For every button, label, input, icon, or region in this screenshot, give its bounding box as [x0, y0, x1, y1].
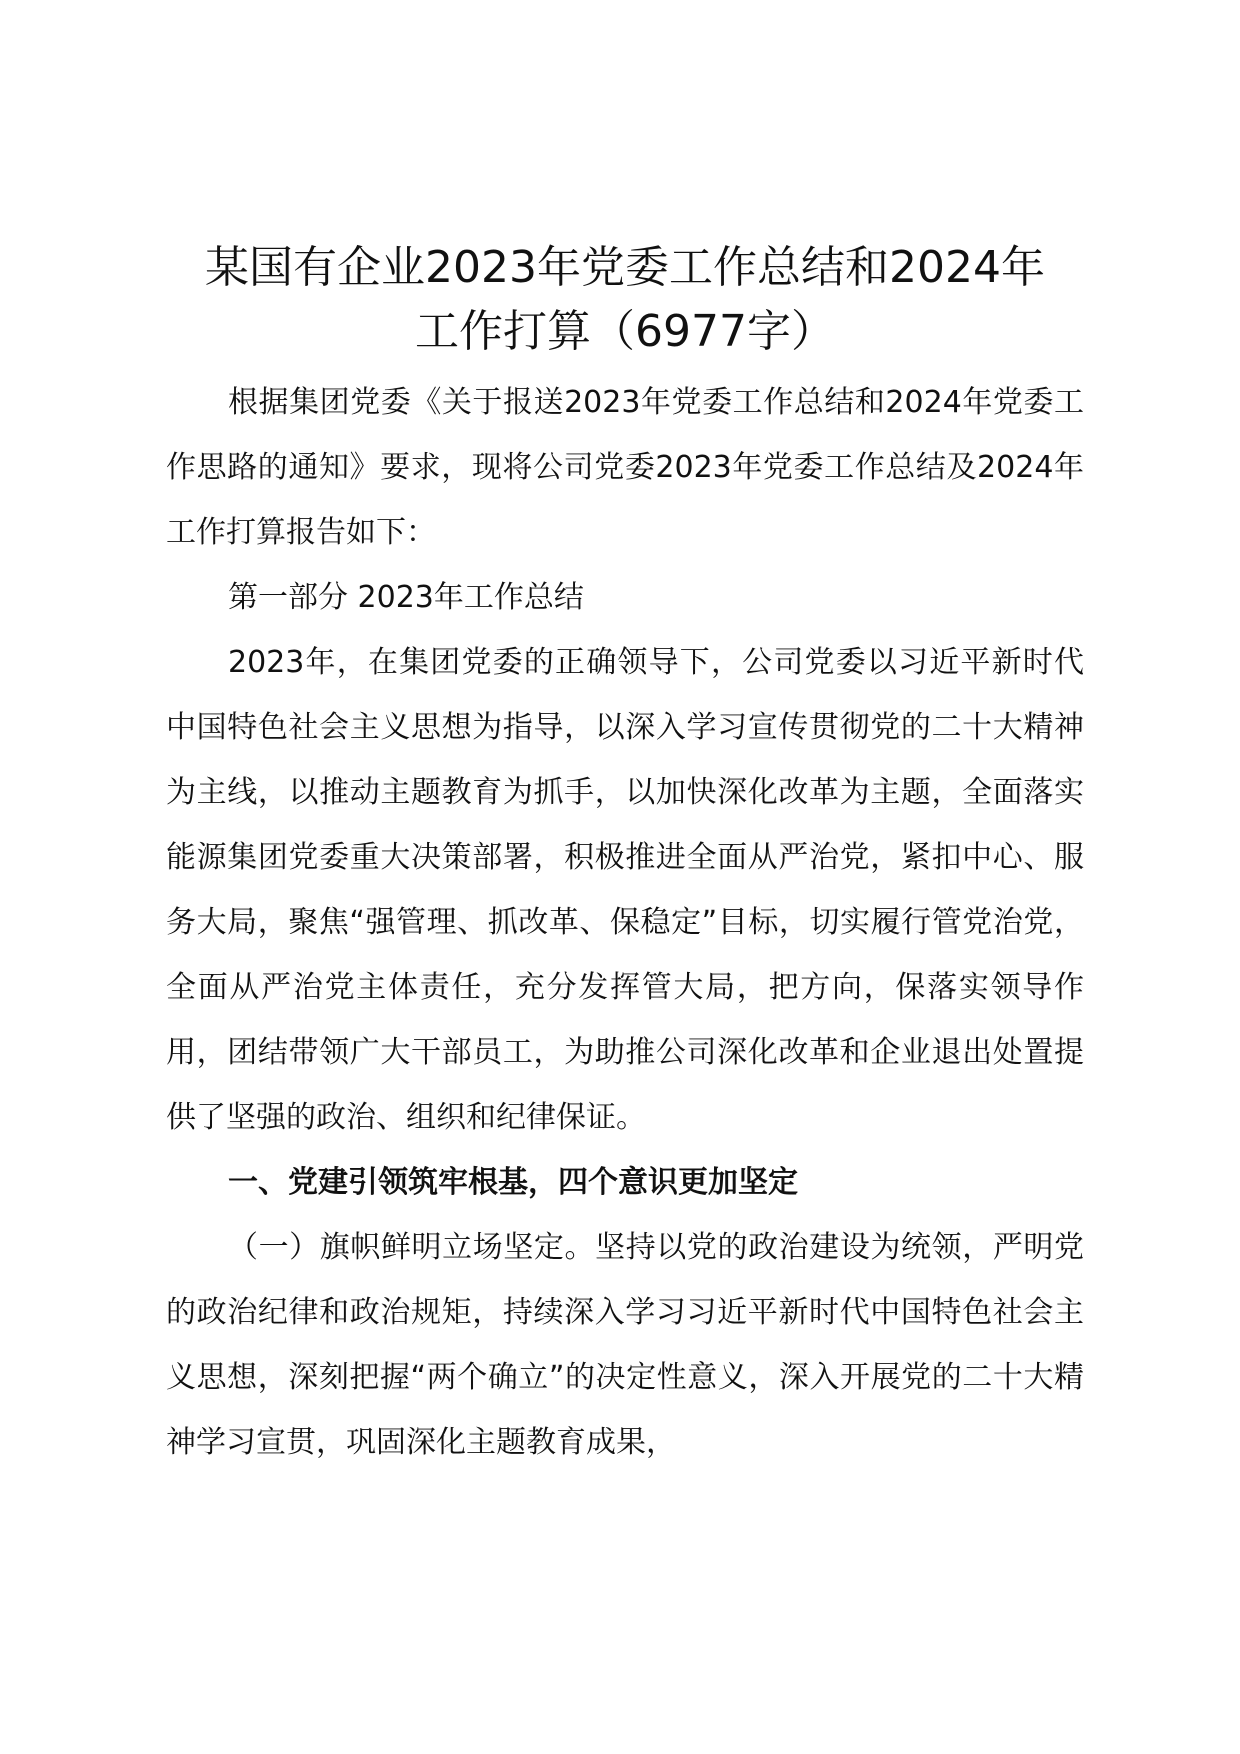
intro-paragraph: 根据集团党委《关于报送2023年党委工作总结和2024年党委工作思路的通知》要求，现将公司党委2023年党委工作总结及2024年工作打算报告如下： — [166, 385, 1084, 550]
section-one-heading: 一、党建引领筑牢根基，四个意识更加坚定 — [228, 1165, 798, 1200]
summary-paragraph: 2023年，在集团党委的正确领导下，公司党委以习近平新时代中国特色社会主义思想为指导，以深入学习宣传贯彻党的二十大精神为主线，以推动主题教育为抓手，以加快深化改革为主题，全面落实能源集团党委重大决策部署，积极推进全面从严治党，紧扣中心、服务大局，聚焦“强管理、抓改革、保稳定”目标，切实履行管党治党，全面从严治党主体责任，充分发挥管大局，把方向，保落实领导作用，团结带领广大干部员工，为助推公司深化改革和企业退出处置提供了坚强的政治、组织和纪律保证。 — [166, 645, 1084, 1135]
title-line-2: 工作打算（6977字） — [415, 306, 835, 357]
subsection-one-paragraph: （一）旗帜鲜明立场坚定。坚持以党的政治建设为统领，严明党的政治纪律和政治规矩，持续深入学习习近平新时代中国特色社会主义思想，深刻把握“两个确立”的决定性意义，深入开展党的二十大精神学习宣贯，巩固深化主题教育成果， — [166, 1230, 1084, 1460]
document-page — [166, 236, 1084, 1475]
document-title — [166, 236, 1084, 364]
part-one-heading: 第一部分 2023年工作总结 — [228, 580, 584, 615]
title-line-1: 某国有企业2023年党委工作总结和2024年 — [205, 242, 1045, 293]
